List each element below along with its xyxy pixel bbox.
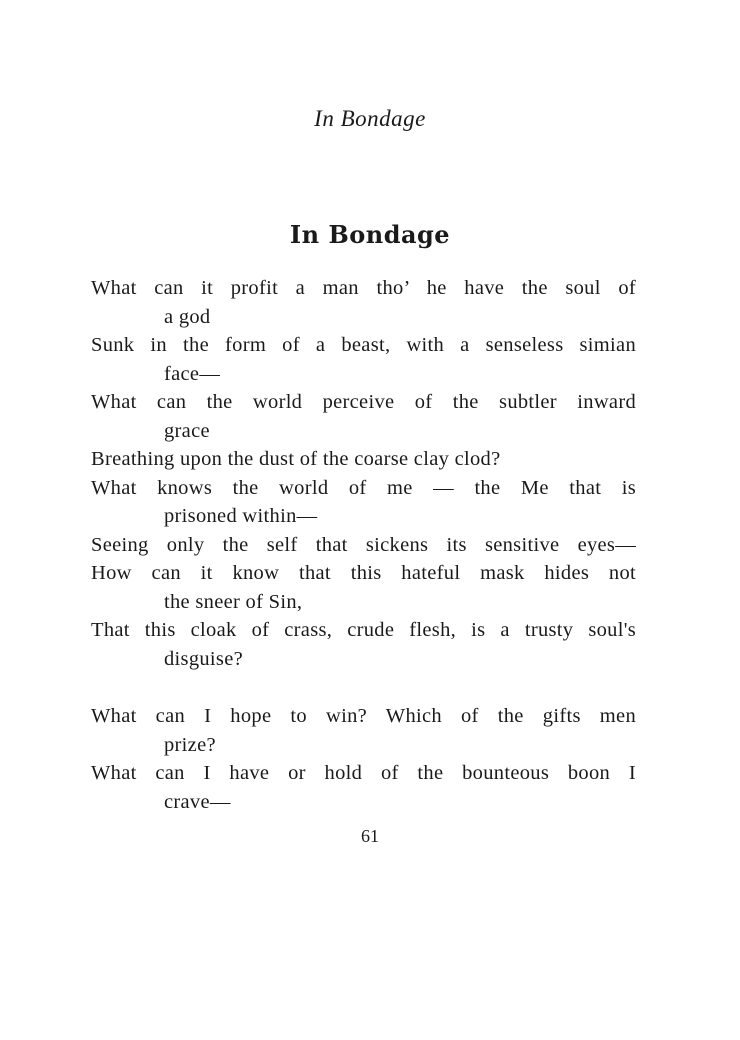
poem-line-continuation: the sneer of Sin, [164,590,303,613]
poem-line: What can it profit a man tho’ he have the soul of [91,277,636,299]
poem-line-continuation: prize? [164,733,216,756]
poem-line: That this cloak of crass, crude flesh, is a trusty soul's [91,619,636,641]
poem-line: What knows the world of me — the Me that is [91,476,636,499]
poem-line: What can I have or hold of the bounteous boon I [91,762,636,784]
running-head: In Bondage [314,106,426,131]
stanza-1 [91,274,636,673]
poem-line: What can I hope to win? Which of the gifts men [91,705,636,727]
poem-line-continuation: grace [164,419,210,442]
poem-line-continuation: prisoned within— [164,505,318,527]
poem-line-continuation: crave— [164,790,231,813]
poem-line: Breathing upon the dust of the coarse clay clod? [91,448,501,470]
poem-line-continuation: face— [164,362,221,385]
poem-line: What can the world perceive of the subtler inward [91,391,636,413]
page-number: 61 [361,826,379,846]
stanza-2 [91,702,636,816]
poem-line-continuation: a god [164,305,211,328]
poem-title: In Bondage [289,220,451,249]
poem-line-continuation: disguise? [164,647,243,670]
poem-line: Sunk in the form of a beast, with a senseless simian [91,334,636,356]
poem-line: How can it know that this hateful mask hides not [91,562,636,584]
poem-line: Seeing only the self that sickens its sensitive eyes— [91,533,636,556]
